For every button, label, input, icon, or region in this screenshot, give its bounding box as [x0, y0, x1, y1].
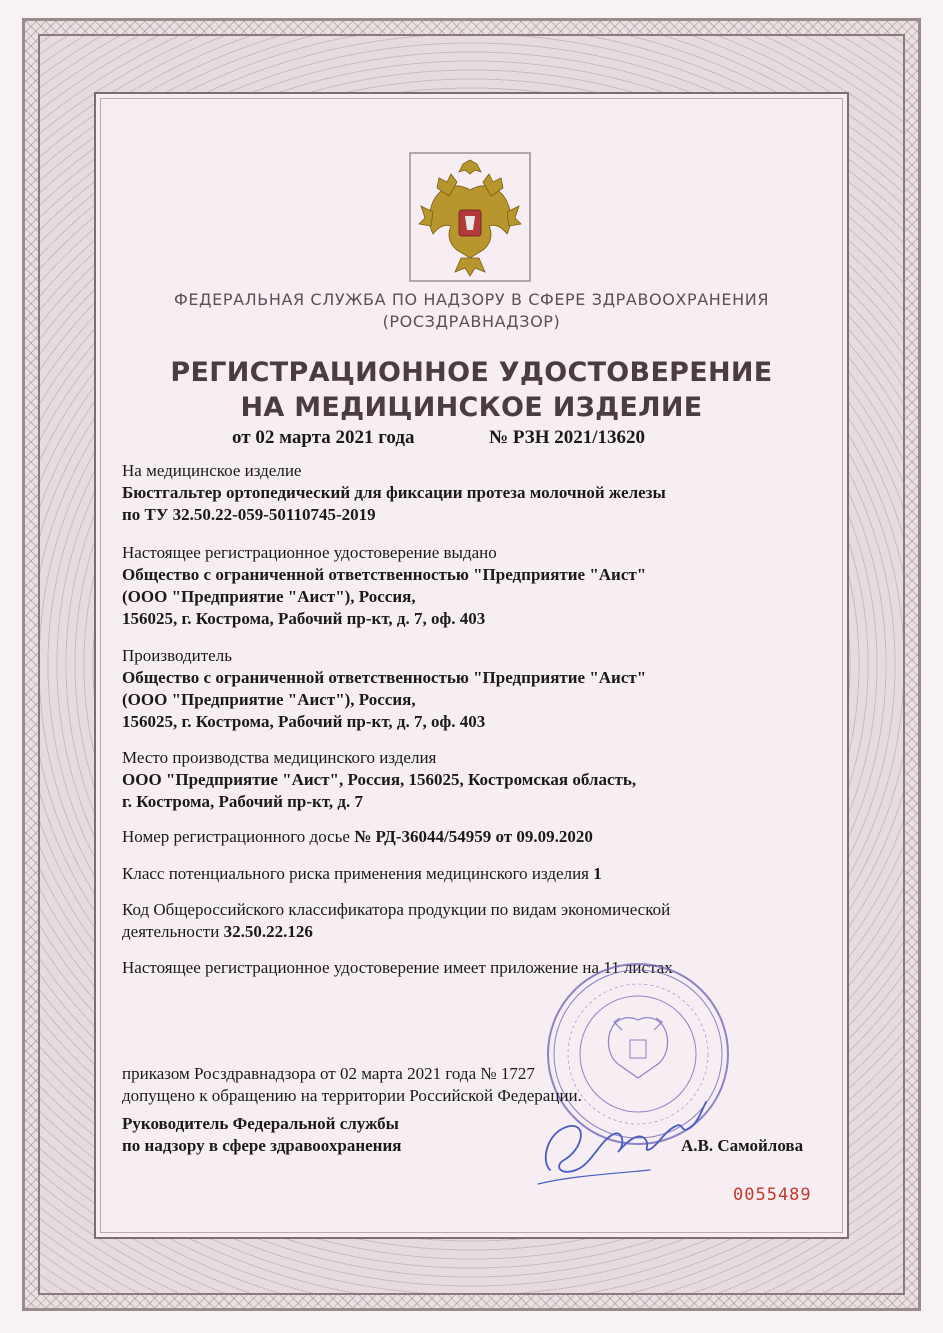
agency-abbreviation: (РОСЗДРАВНАДЗОР)	[382, 312, 561, 331]
device-name: Бюстгальтер ортопедический для фиксации протеза молочной железы	[122, 483, 666, 502]
order-line: приказом Росздравнадзора от 02 марта 2021 года № 1727	[122, 1064, 535, 1083]
issued-to-line: (ООО "Предприятие "Аист"), Россия,	[122, 587, 416, 606]
okpd-row	[122, 921, 313, 943]
manufacturer-line: (ООО "Предприятие "Аист"), Россия,	[122, 690, 416, 709]
risk-class-label: Класс потенциального риска применения медицинского изделия	[122, 864, 589, 883]
okpd-label: деятельности	[122, 922, 220, 941]
serial-number: 0055489	[733, 1185, 812, 1205]
okpd-label: Код Общероссийского классификатора продукции по видам экономической	[122, 900, 671, 919]
agency-name: ФЕДЕРАЛЬНАЯ СЛУЖБА ПО НАДЗОРУ В СФЕРЕ ЗДРАВООХРАНЕНИЯ	[173, 290, 770, 309]
double-headed-eagle-icon	[409, 152, 531, 282]
manufacturer-address: 156025, г. Кострома, Рабочий пр-кт, д. 7, оф. 403	[122, 712, 486, 731]
order-line: допущено к обращению на территории Российской Федерации.	[122, 1086, 582, 1105]
issued-to-line: Общество с ограниченной ответственностью "Предприятие "Аист"	[122, 565, 647, 584]
device-spec: по ТУ 32.50.22-059-50110745-2019	[122, 505, 376, 524]
registration-number: № РЗН 2021/13620	[489, 427, 646, 448]
document-subtitle: НА МЕДИЦИНСКОЕ ИЗДЕЛИЕ	[240, 392, 703, 423]
production-site-line: г. Кострома, Рабочий пр-кт, д. 7	[122, 792, 364, 811]
production-site-line: ООО "Предприятие "Аист", Россия, 156025, Костромская область,	[122, 770, 637, 789]
document-title: РЕГИСТРАЦИОННОЕ УДОСТОВЕРЕНИЕ	[170, 357, 773, 388]
issued-to-label: Настоящее регистрационное удостоверение выдано	[122, 543, 497, 562]
dossier-label: Номер регистрационного досье	[122, 827, 350, 846]
dossier-row	[122, 826, 593, 848]
issued-to-address: 156025, г. Кострома, Рабочий пр-кт, д. 7, оф. 403	[122, 609, 486, 628]
manufacturer-label: Производитель	[122, 646, 232, 665]
production-site-label: Место производства медицинского изделия	[122, 748, 437, 767]
head-title: Руководитель Федеральной службы	[122, 1114, 399, 1133]
device-label: На медицинское изделие	[122, 461, 302, 480]
okpd-value: 32.50.22.126	[223, 922, 313, 941]
head-title: по надзору в сфере здравоохранения	[122, 1136, 402, 1155]
manufacturer-line: Общество с ограниченной ответственностью "Предприятие "Аист"	[122, 668, 647, 687]
issue-date: от 02 марта 2021 года	[232, 427, 415, 448]
signature-icon	[530, 1090, 710, 1190]
signatory-name: А.В. Самойлова	[681, 1136, 804, 1155]
risk-class-row	[122, 863, 602, 885]
risk-class-value: 1	[593, 864, 602, 883]
dossier-value: № РД-36044/54959 от 09.09.2020	[354, 827, 593, 846]
attachment-note: Настоящее регистрационное удостоверение имеет приложение на 11 листах	[122, 958, 673, 977]
